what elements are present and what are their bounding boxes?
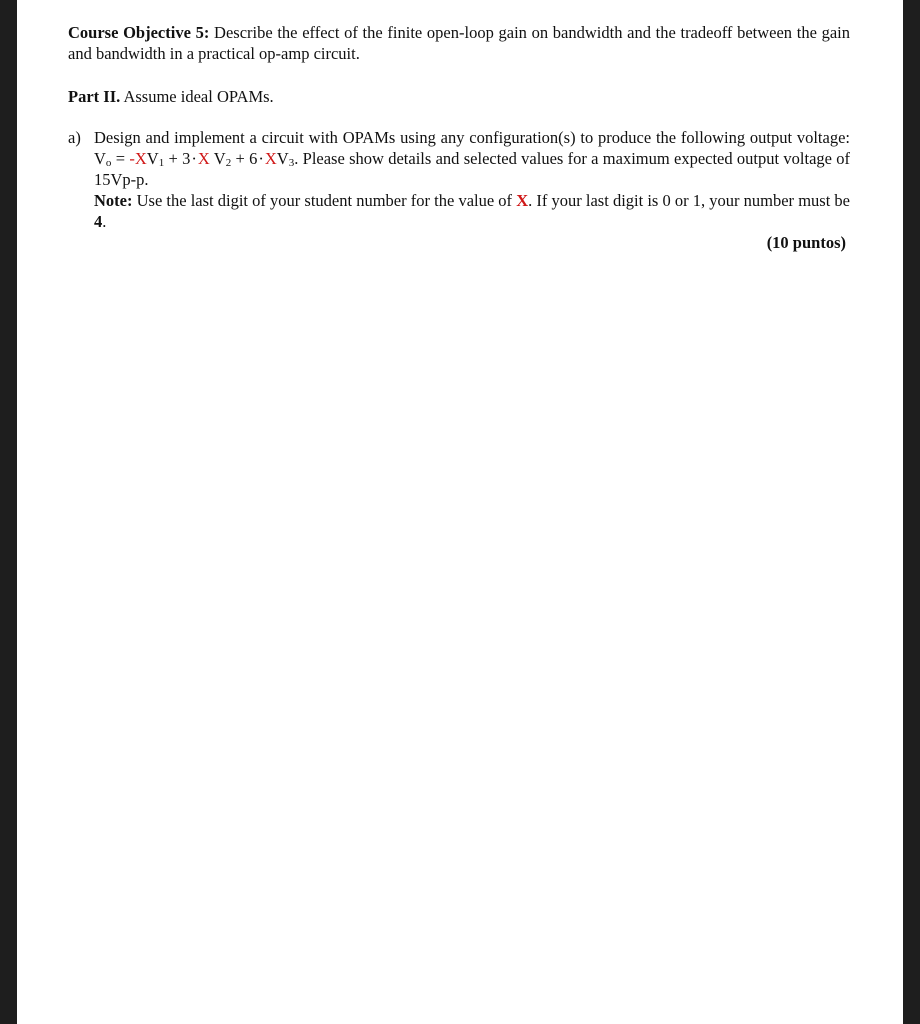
equation-v2: V xyxy=(209,149,226,168)
equation-x-3: X xyxy=(264,149,277,168)
equation-v3: V xyxy=(276,149,289,168)
v2-subscript: 2 xyxy=(225,157,232,169)
objective-text: Describe the effect of the finite open-loop gain on bandwidth and the tradeoff between the gain and bandwidth in a practical op-amp circuit. xyxy=(68,23,850,63)
question-after-equation: . Please show details and selected values for a maximum expected output voltage of 15Vp-p. xyxy=(94,149,851,189)
note-end: . xyxy=(102,212,107,231)
equation-neg-x: -X xyxy=(129,149,147,168)
note-text-2: . If your last digit is 0 or 1, your number must be xyxy=(528,191,850,210)
part-label: Part II. xyxy=(68,87,121,106)
v3-subscript: 3 xyxy=(288,157,295,169)
course-objective xyxy=(68,22,850,64)
question-a xyxy=(68,127,850,253)
document-body xyxy=(68,22,850,253)
note-label: Note: xyxy=(94,191,133,210)
question-intro: Design and implement a circuit with OPAMs using any configuration(s) to produce the following output voltage: V xyxy=(94,128,850,168)
question-a-label: a) xyxy=(68,128,81,147)
equation-x-2: X xyxy=(197,149,210,168)
note-text-1: Use the last digit of your student number for the value of xyxy=(132,191,517,210)
vo-subscript: o xyxy=(105,157,112,169)
question-a-text xyxy=(94,127,850,190)
equation-plus-3: + 3 xyxy=(164,149,191,168)
part-text: Assume ideal OPAMs. xyxy=(120,87,274,106)
equation-dot-1: · xyxy=(191,149,197,168)
v1-subscript: 1 xyxy=(158,157,165,169)
objective-label: Course Objective 5: xyxy=(68,23,210,42)
note-paragraph xyxy=(94,190,850,232)
points-line xyxy=(94,232,850,253)
equation-plus-6: + 6 xyxy=(231,149,258,168)
part-heading xyxy=(68,86,850,107)
note-four: 4 xyxy=(94,212,103,231)
equation-dot-2: · xyxy=(258,149,264,168)
note-x: X xyxy=(516,191,529,210)
equation-v1: V xyxy=(146,149,159,168)
document-page xyxy=(17,0,903,1024)
points-label: (10 puntos) xyxy=(766,233,846,252)
equation-equals: = xyxy=(111,149,130,168)
